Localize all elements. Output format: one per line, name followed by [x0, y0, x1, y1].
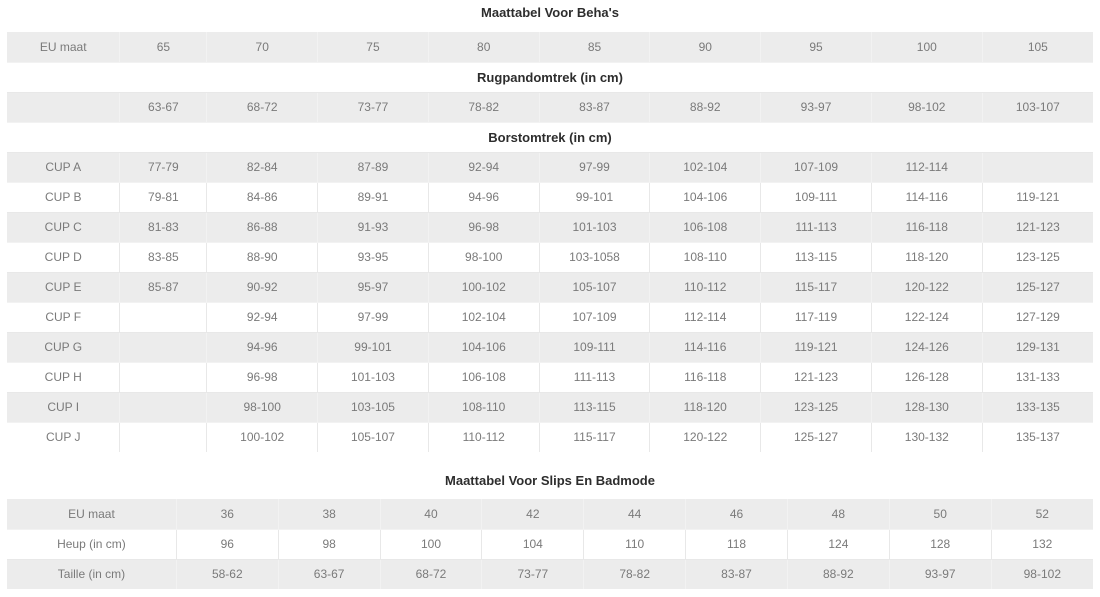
section-header-cell: Rugpandomtrek (in cm) [7, 62, 1093, 92]
value-cell: 77-79 [120, 152, 207, 182]
table-row [7, 362, 1093, 392]
value-cell: 130-132 [871, 422, 982, 452]
value-cell: 110 [584, 529, 686, 559]
value-cell: 105 [982, 32, 1093, 62]
value-cell: 116-118 [871, 212, 982, 242]
value-cell: 63-67 [120, 92, 207, 122]
value-cell: 99-101 [539, 182, 650, 212]
value-cell: 98-100 [207, 392, 318, 422]
value-cell: 113-115 [539, 392, 650, 422]
value-cell: 135-137 [982, 422, 1093, 452]
value-cell: 63-67 [278, 559, 380, 589]
value-cell [120, 332, 207, 362]
value-cell: 36 [176, 499, 278, 529]
value-cell: 83-87 [539, 92, 650, 122]
value-cell: 111-113 [539, 362, 650, 392]
value-cell: 65 [120, 32, 207, 62]
value-cell: 106-108 [428, 362, 539, 392]
value-cell: 88-92 [650, 92, 761, 122]
value-cell: 133-135 [982, 392, 1093, 422]
table-row [7, 499, 1093, 529]
value-cell: 50 [889, 499, 991, 529]
value-cell: 100-102 [428, 272, 539, 302]
value-cell: 104-106 [428, 332, 539, 362]
value-cell: 78-82 [584, 559, 686, 589]
value-cell [120, 422, 207, 452]
row-label-cell: CUP D [7, 242, 120, 272]
value-cell: 44 [584, 499, 686, 529]
value-cell: 70 [207, 32, 318, 62]
value-cell: 79-81 [120, 182, 207, 212]
value-cell: 107-109 [539, 302, 650, 332]
value-cell: 110-112 [650, 272, 761, 302]
value-cell: 108-110 [650, 242, 761, 272]
table-row [7, 302, 1093, 332]
value-cell: 90 [650, 32, 761, 62]
table-row [7, 559, 1093, 589]
value-cell: 85 [539, 32, 650, 62]
row-label-cell: CUP E [7, 272, 120, 302]
value-cell: 123-125 [761, 392, 872, 422]
bra-table-title: Maattabel Voor Beha's [481, 5, 619, 20]
slip-size-table [7, 499, 1093, 589]
table-row [7, 32, 1093, 62]
value-cell: 116-118 [650, 362, 761, 392]
value-cell: 38 [278, 499, 380, 529]
value-cell: 98-102 [871, 92, 982, 122]
value-cell: 119-121 [761, 332, 872, 362]
value-cell: 52 [991, 499, 1093, 529]
slip-table-title: Maattabel Voor Slips En Badmode [445, 473, 655, 488]
value-cell: 96 [176, 529, 278, 559]
value-cell: 123-125 [982, 242, 1093, 272]
value-cell: 88-92 [787, 559, 889, 589]
value-cell: 108-110 [428, 392, 539, 422]
value-cell: 85-87 [120, 272, 207, 302]
value-cell: 105-107 [539, 272, 650, 302]
value-cell: 98 [278, 529, 380, 559]
value-cell: 93-95 [318, 242, 429, 272]
value-cell: 115-117 [761, 272, 872, 302]
row-label-cell: EU maat [7, 32, 120, 62]
value-cell: 114-116 [650, 332, 761, 362]
value-cell: 118-120 [650, 392, 761, 422]
value-cell: 91-93 [318, 212, 429, 242]
value-cell: 46 [686, 499, 788, 529]
value-cell: 121-123 [982, 212, 1093, 242]
value-cell: 73-77 [318, 92, 429, 122]
table-row [7, 272, 1093, 302]
row-label-cell: EU maat [7, 499, 176, 529]
value-cell: 117-119 [761, 302, 872, 332]
value-cell: 102-104 [650, 152, 761, 182]
value-cell: 104 [482, 529, 584, 559]
value-cell: 58-62 [176, 559, 278, 589]
value-cell: 121-123 [761, 362, 872, 392]
value-cell: 127-129 [982, 302, 1093, 332]
value-cell: 97-99 [318, 302, 429, 332]
value-cell: 68-72 [207, 92, 318, 122]
value-cell: 89-91 [318, 182, 429, 212]
value-cell [982, 152, 1093, 182]
value-cell: 83-87 [686, 559, 788, 589]
value-cell: 96-98 [207, 362, 318, 392]
row-label-cell: Heup (in cm) [7, 529, 176, 559]
value-cell: 100-102 [207, 422, 318, 452]
value-cell: 103-1058 [539, 242, 650, 272]
value-cell: 80 [428, 32, 539, 62]
row-label-cell: CUP F [7, 302, 120, 332]
value-cell: 73-77 [482, 559, 584, 589]
value-cell: 107-109 [761, 152, 872, 182]
value-cell: 94-96 [207, 332, 318, 362]
value-cell: 104-106 [650, 182, 761, 212]
section-header-cell: Borstomtrek (in cm) [7, 122, 1093, 152]
row-label-cell: CUP G [7, 332, 120, 362]
table-row [7, 529, 1093, 559]
value-cell: 128-130 [871, 392, 982, 422]
value-cell: 95-97 [318, 272, 429, 302]
value-cell: 103-107 [982, 92, 1093, 122]
row-label-cell [7, 92, 120, 122]
table-row [7, 332, 1093, 362]
table-row [7, 392, 1093, 422]
value-cell: 92-94 [428, 152, 539, 182]
value-cell [120, 392, 207, 422]
bra-size-table [7, 32, 1093, 452]
value-cell: 40 [380, 499, 482, 529]
table-row [7, 92, 1093, 122]
value-cell: 101-103 [318, 362, 429, 392]
value-cell: 118 [686, 529, 788, 559]
value-cell: 122-124 [871, 302, 982, 332]
value-cell: 125-127 [761, 422, 872, 452]
value-cell: 109-111 [761, 182, 872, 212]
value-cell: 93-97 [889, 559, 991, 589]
table-row [7, 122, 1093, 152]
row-label-cell: CUP J [7, 422, 120, 452]
row-label-cell: CUP I [7, 392, 120, 422]
row-label-cell: CUP A [7, 152, 120, 182]
value-cell: 86-88 [207, 212, 318, 242]
value-cell: 120-122 [650, 422, 761, 452]
value-cell: 102-104 [428, 302, 539, 332]
row-label-cell: Taille (in cm) [7, 559, 176, 589]
value-cell: 120-122 [871, 272, 982, 302]
row-label-cell: CUP H [7, 362, 120, 392]
value-cell: 98-102 [991, 559, 1093, 589]
value-cell: 94-96 [428, 182, 539, 212]
row-label-cell: CUP C [7, 212, 120, 242]
value-cell: 115-117 [539, 422, 650, 452]
value-cell: 103-105 [318, 392, 429, 422]
value-cell: 112-114 [650, 302, 761, 332]
table-row [7, 422, 1093, 452]
value-cell: 109-111 [539, 332, 650, 362]
table-row [7, 62, 1093, 92]
value-cell: 48 [787, 499, 889, 529]
value-cell [120, 362, 207, 392]
value-cell: 124-126 [871, 332, 982, 362]
value-cell: 99-101 [318, 332, 429, 362]
value-cell: 113-115 [761, 242, 872, 272]
row-label-cell: CUP B [7, 182, 120, 212]
value-cell: 112-114 [871, 152, 982, 182]
value-cell: 106-108 [650, 212, 761, 242]
value-cell: 95 [761, 32, 872, 62]
value-cell: 88-90 [207, 242, 318, 272]
value-cell: 101-103 [539, 212, 650, 242]
value-cell: 98-100 [428, 242, 539, 272]
value-cell: 118-120 [871, 242, 982, 272]
value-cell: 96-98 [428, 212, 539, 242]
value-cell: 131-133 [982, 362, 1093, 392]
value-cell: 68-72 [380, 559, 482, 589]
value-cell: 129-131 [982, 332, 1093, 362]
value-cell [120, 302, 207, 332]
value-cell: 110-112 [428, 422, 539, 452]
value-cell: 75 [318, 32, 429, 62]
value-cell: 83-85 [120, 242, 207, 272]
value-cell: 92-94 [207, 302, 318, 332]
value-cell: 42 [482, 499, 584, 529]
table-row [7, 182, 1093, 212]
value-cell: 124 [787, 529, 889, 559]
value-cell: 105-107 [318, 422, 429, 452]
value-cell: 78-82 [428, 92, 539, 122]
value-cell: 100 [871, 32, 982, 62]
table-row [7, 242, 1093, 272]
value-cell: 93-97 [761, 92, 872, 122]
value-cell: 97-99 [539, 152, 650, 182]
value-cell: 128 [889, 529, 991, 559]
value-cell: 119-121 [982, 182, 1093, 212]
value-cell: 114-116 [871, 182, 982, 212]
value-cell: 126-128 [871, 362, 982, 392]
value-cell: 81-83 [120, 212, 207, 242]
value-cell: 132 [991, 529, 1093, 559]
value-cell: 87-89 [318, 152, 429, 182]
value-cell: 111-113 [761, 212, 872, 242]
table-row [7, 212, 1093, 242]
table-row [7, 152, 1093, 182]
value-cell: 84-86 [207, 182, 318, 212]
value-cell: 82-84 [207, 152, 318, 182]
value-cell: 100 [380, 529, 482, 559]
value-cell: 90-92 [207, 272, 318, 302]
value-cell: 125-127 [982, 272, 1093, 302]
